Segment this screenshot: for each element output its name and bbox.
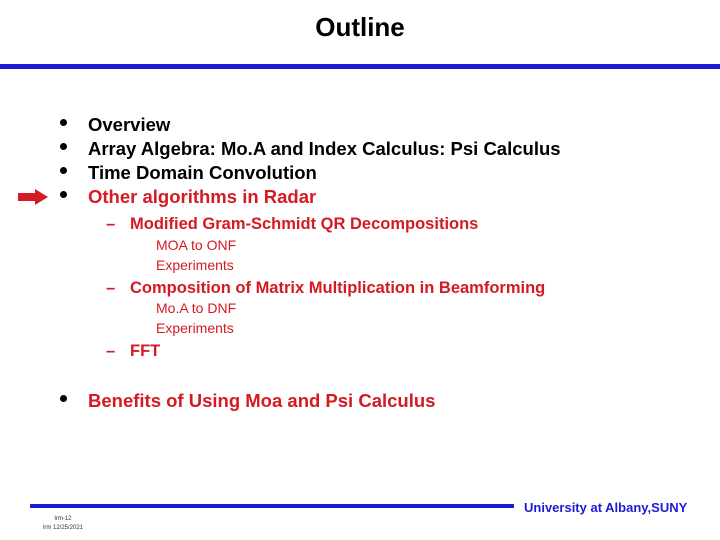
bullet-dot-icon <box>60 143 67 150</box>
bullet-dot-icon <box>60 119 67 126</box>
sub-bullet-beamforming: Composition of Matrix Multiplication in Beamforming <box>130 279 546 297</box>
footer-code: lrm-12 <box>54 516 72 522</box>
sub-sub-item: MOA to ONF <box>156 237 237 253</box>
sub-bullet-dash: – <box>106 342 116 360</box>
bullet-dot-icon <box>60 167 67 174</box>
bullet-text: Other algorithms in Radar <box>88 186 317 207</box>
sub-bullet-dash: – <box>106 215 116 233</box>
sub-sub-item: Mo.A to DNF <box>156 300 237 316</box>
bullet-dot-icon <box>60 395 67 402</box>
bullet-dot-icon <box>60 191 67 198</box>
slide-title: Outline <box>315 12 405 42</box>
bullet-item-overview <box>0 114 720 136</box>
bullet-item-benefits <box>0 390 720 412</box>
sub-bullet-qr: Modified Gram-Schmidt QR Decompositions <box>130 215 479 233</box>
bullet-text: Benefits of Using Moa and Psi Calculus <box>88 390 436 411</box>
title-divider <box>0 64 720 69</box>
bullet-item-time-domain <box>0 162 720 184</box>
bullet-item-radar-algorithms <box>0 186 720 208</box>
sub-sub-item: Experiments <box>156 257 234 273</box>
bullet-text: Overview <box>88 114 171 135</box>
bullet-text: Time Domain Convolution <box>88 162 317 183</box>
red-right-arrow-icon <box>18 189 48 205</box>
bullet-text: Array Algebra: Mo.A and Index Calculus: Psi Calculus <box>88 138 561 159</box>
footer-date: lrm 12/25/2021 <box>42 525 84 531</box>
sub-sub-item: Experiments <box>156 320 234 336</box>
footer-organization: University at Albany,SUNY <box>524 500 688 515</box>
bullet-item-array-algebra <box>0 138 720 160</box>
sub-bullet-fft: FFT <box>130 342 161 360</box>
sub-bullet-dash: – <box>106 279 116 297</box>
footer-divider <box>30 504 514 508</box>
